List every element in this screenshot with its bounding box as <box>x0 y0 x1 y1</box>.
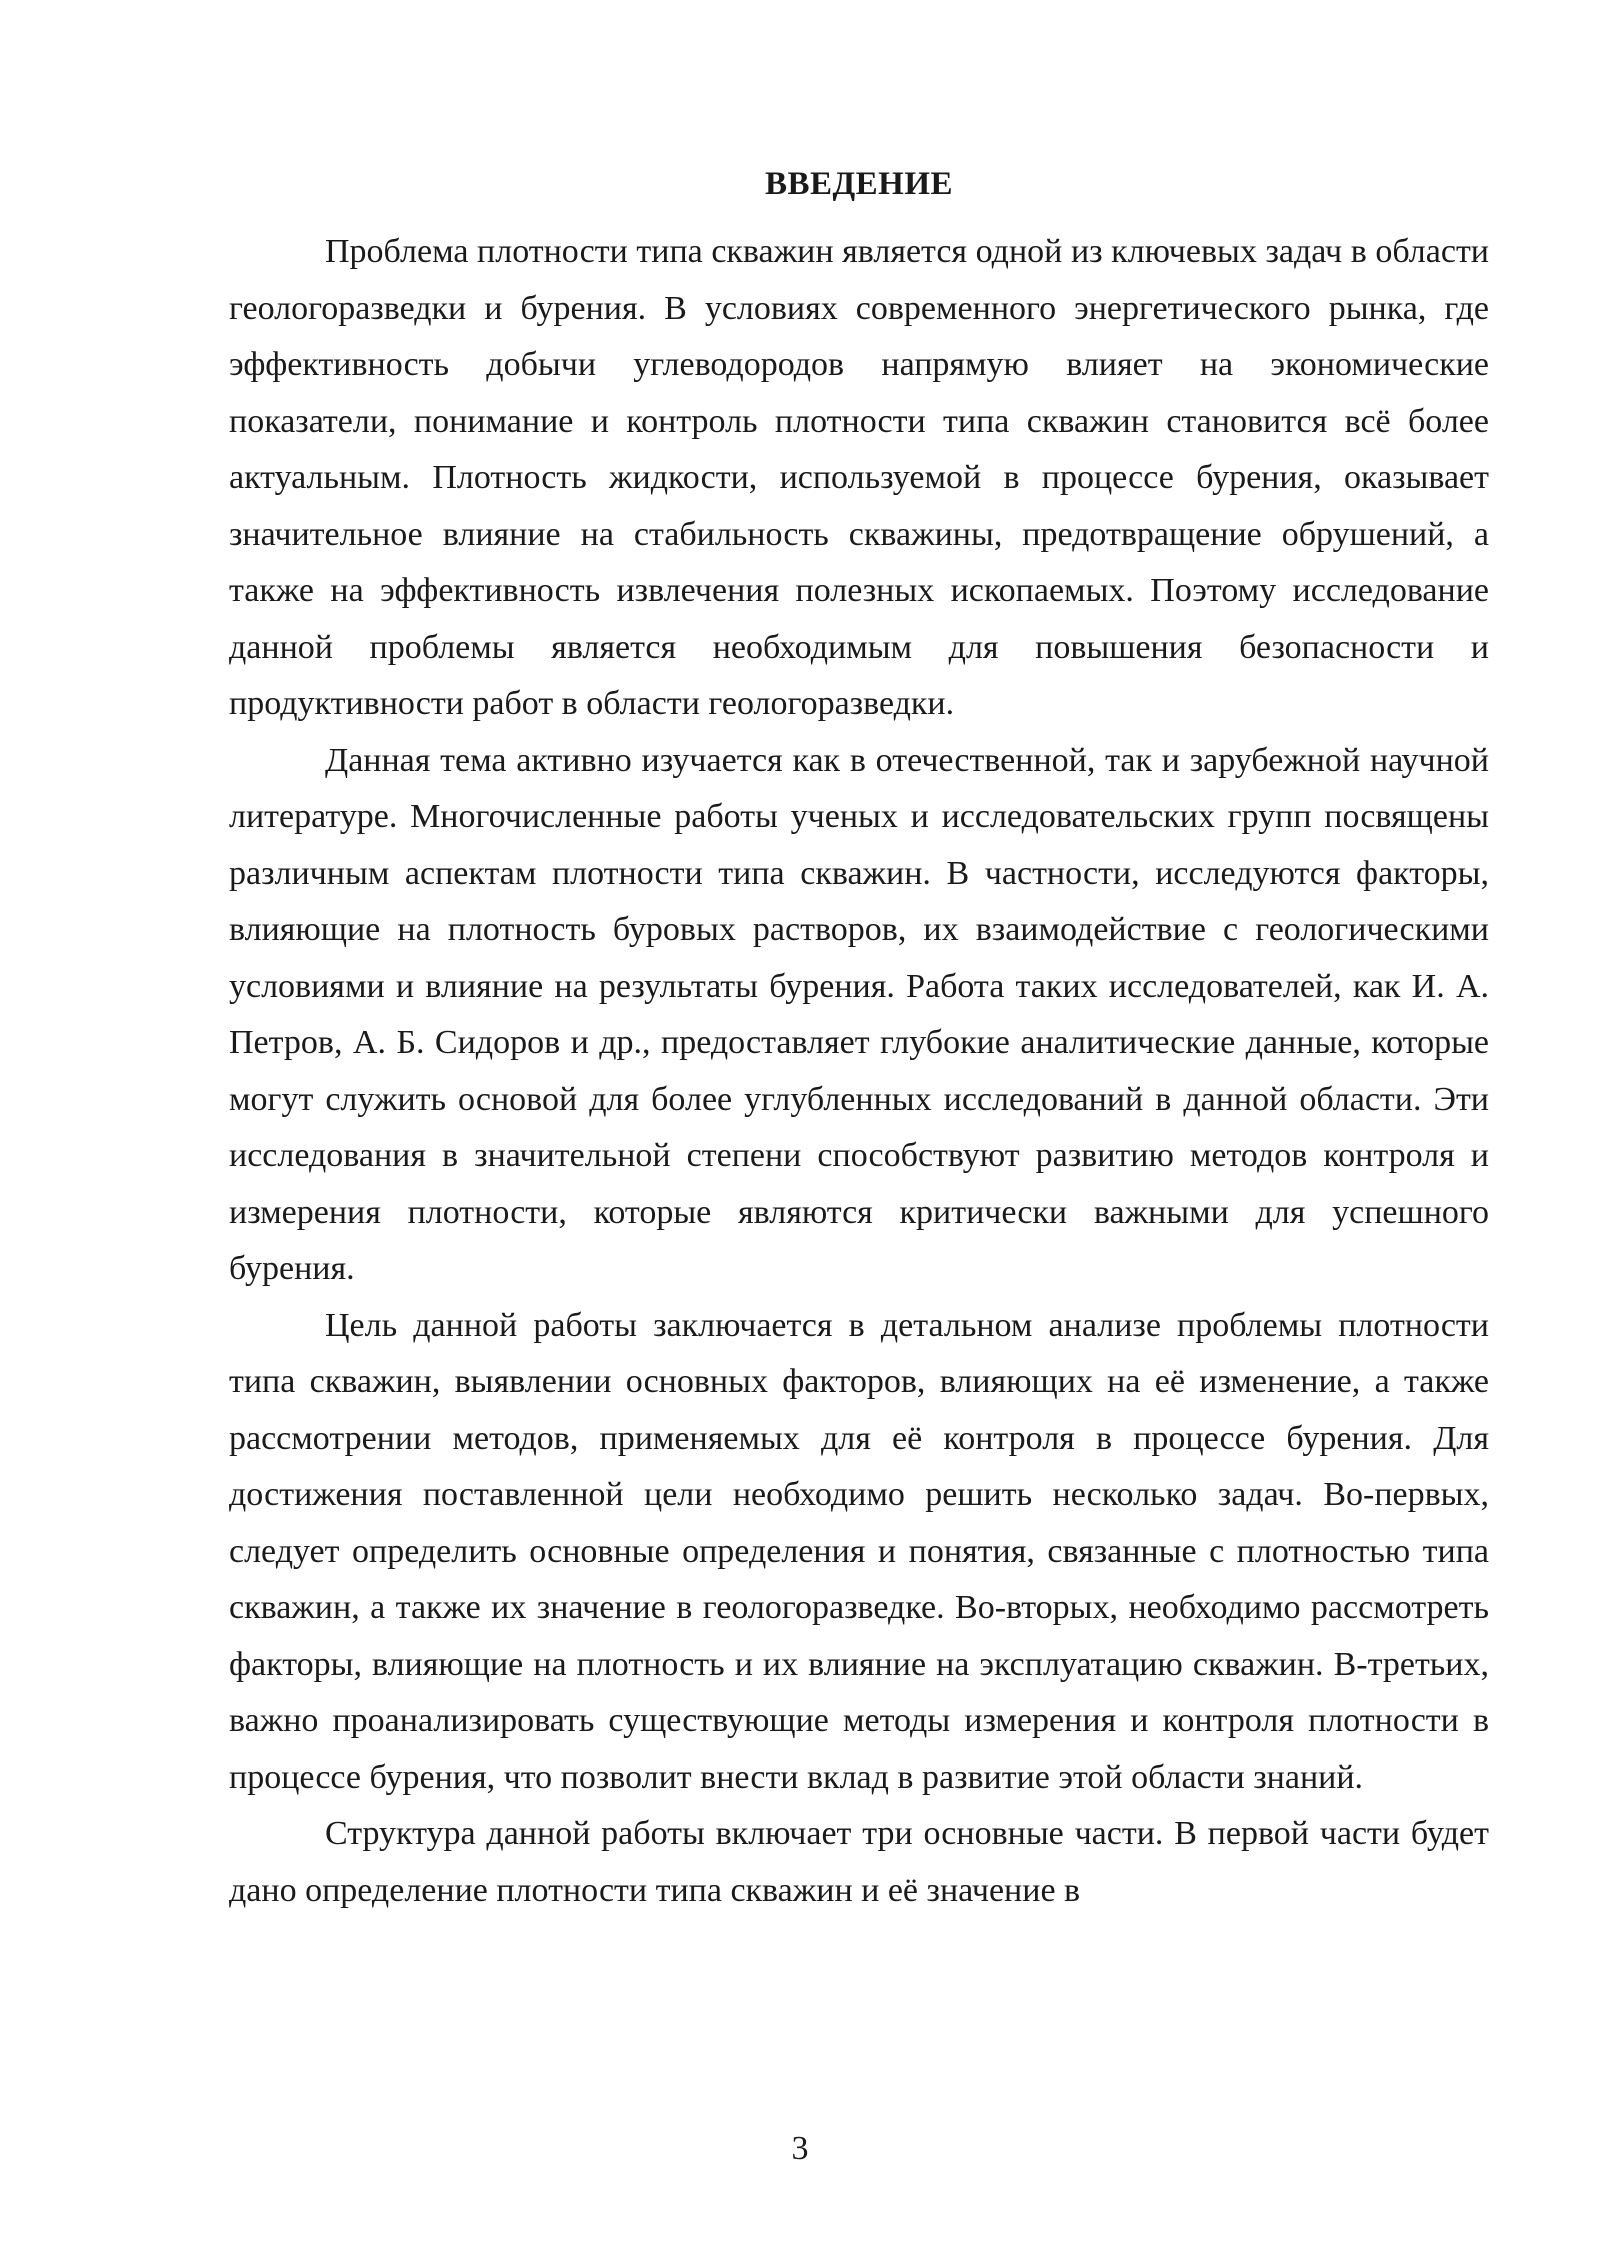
page-number: 3 <box>791 2130 809 2167</box>
paragraph-structure: Структура данной работы включает три основные части. В первой части будет дано определение плотности типа скважин и её значение в <box>229 1815 1489 1909</box>
page-content <box>229 160 1489 1919</box>
paragraph-goal: Цель данной работы заключается в детальном анализе проблемы плотности типа скважин, выявлении основных факторов, влияющих на её изменение, а также рассмотрении методов, применяемых для её контроля в процессе бурения. Для достижения поставленной цели необходимо решить несколько задач. Во-первых, следует определить основные определения и понятия, связанные с плотностью типа скважин, а также их значение в геологоразведке. Во-вторых, необходимо рассмотреть факторы, влияющие на плотность и их влияние на эксплуатацию скважин. В-третьих, важно проанализировать существующие методы измерения и контроля плотности в процессе бурения, что позволит внести вклад в развитие этой области знаний. <box>229 1306 1489 1796</box>
paragraph-literature: Данная тема активно изучается как в отечественной, так и зарубежной научной литературе. Многочисленные работы ученых и исследовательских групп посвящены различным аспектам плотности типа скважин. В частности, исследуются факторы, влияющие на плотность буровых растворов, их взаимодействие с геологическими условиями и влияние на результаты бурения. Работа таких исследователей, как И. А. Петров, А. Б. Сидоров и др., предоставляет глубокие аналитические данные, которые могут служить основой для более углубленных исследований в данной области. Эти исследования в значительной степени способствуют развитию методов контроля и измерения плотности, которые являются критически важными для успешного бурения. <box>229 741 1489 1287</box>
section-title: ВВЕДЕНИЕ <box>764 166 954 202</box>
paragraph-problem: Проблема плотности типа скважин является одной из ключевых задач в области геологоразведки и бурения. В условиях современного энергетического рынка, где эффективность добычи углеводородов напрямую влияет на экономические показатели, понимание и контроль плотности типа скважин становится всё более актуальным. Плотность жидкости, используемой в процессе бурения, оказывает значительное влияние на стабильность скважины, предотвращение обрушений, а также на эффективность извлечения полезных ископаемых. Поэтому исследование данной проблемы является необходимым для повышения безопасности и продуктивности работ в области геологоразведки. <box>229 233 1489 722</box>
